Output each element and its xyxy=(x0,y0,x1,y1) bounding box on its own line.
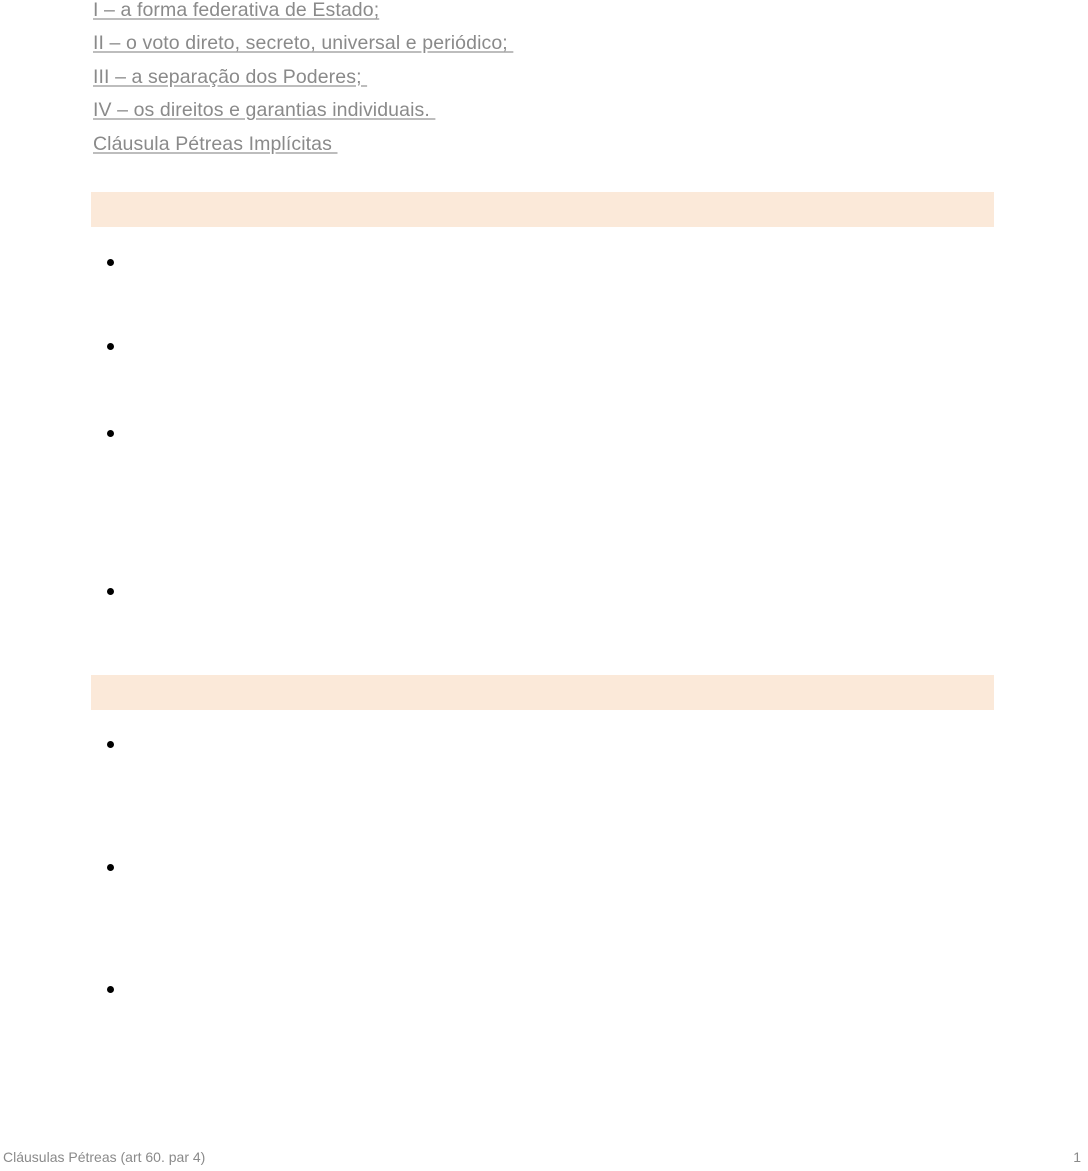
toc-item[interactable] xyxy=(93,94,513,127)
toc-item-label: IV – os direitos e garantias individuais. xyxy=(93,99,436,122)
bullet-marker xyxy=(107,343,114,350)
toc-item[interactable] xyxy=(93,128,513,161)
footer xyxy=(0,1147,1088,1167)
footer-page-number: 1 xyxy=(1073,1149,1081,1165)
section-heading-band-1 xyxy=(91,192,994,227)
footer-document-title: Cláusulas Pétreas (art 60. par 4) xyxy=(3,1149,206,1165)
bullet-marker xyxy=(107,986,114,993)
toc-item-label: I – a forma federativa de Estado; xyxy=(93,0,380,21)
toc-item-label: III – a separação dos Poderes; xyxy=(93,65,368,88)
toc-item[interactable] xyxy=(93,61,513,94)
section-heading-band-2 xyxy=(91,675,994,710)
bullet-marker xyxy=(107,430,114,437)
bullet-marker xyxy=(107,864,114,871)
toc-item[interactable] xyxy=(93,0,513,27)
toc-item[interactable] xyxy=(93,27,513,60)
bullet-marker xyxy=(107,741,114,748)
bullet-marker xyxy=(107,259,114,266)
bullet-marker xyxy=(107,588,114,595)
toc-item-label: II – o voto direto, secreto, universal e periódico; xyxy=(93,32,514,55)
toc-list xyxy=(93,0,513,161)
toc-item-label: Cláusula Pétreas Implícitas xyxy=(93,132,338,155)
